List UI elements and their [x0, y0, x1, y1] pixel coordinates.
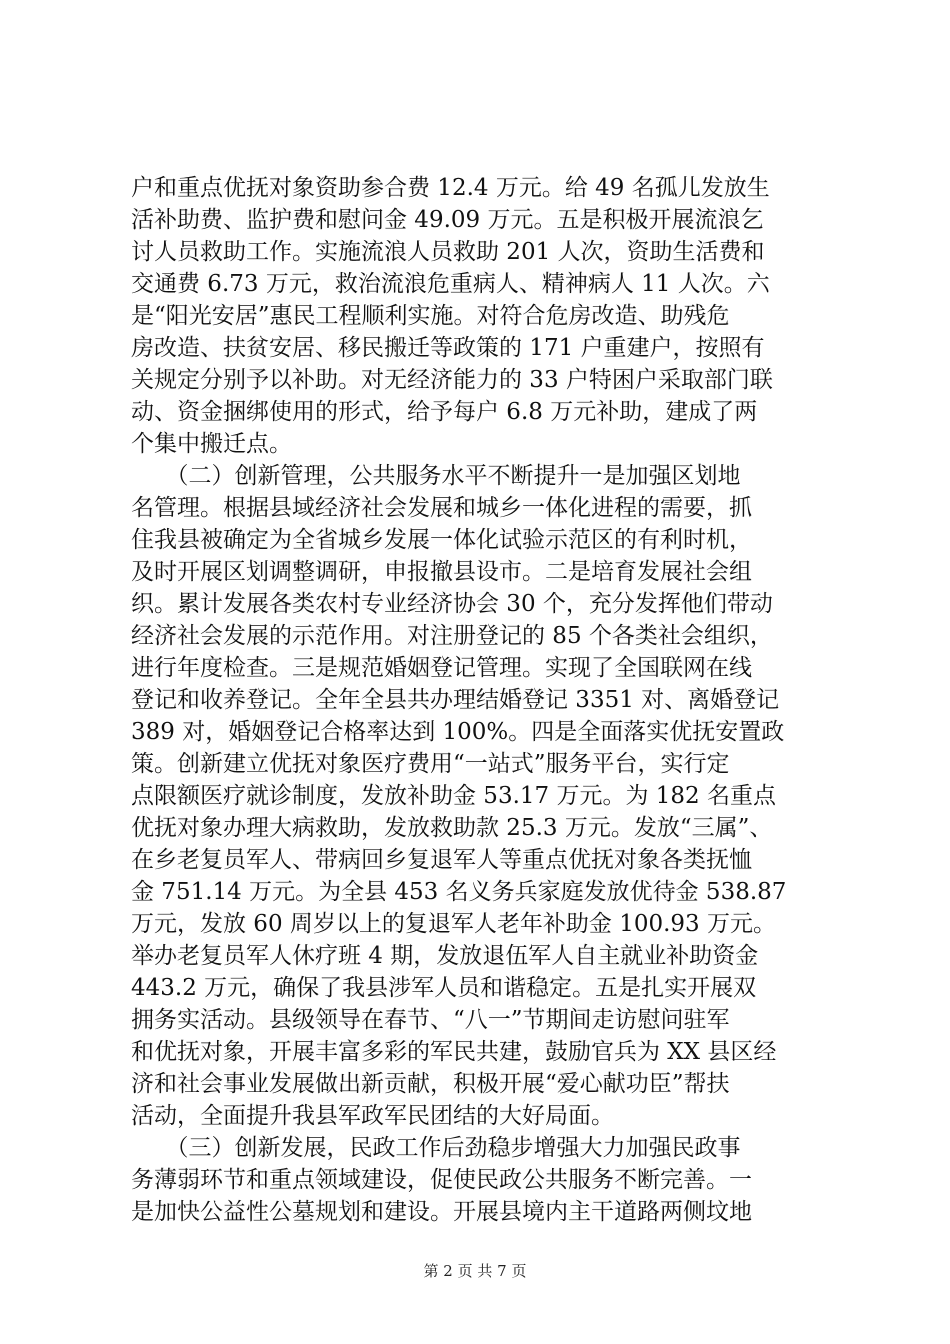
text-line: 进行年度检查。三是规范婚姻登记管理。实现了全国联网在线	[131, 655, 752, 681]
text-line: 443.2 万元，确保了我县涉军人员和谐稳定。五是扎实开展双	[131, 975, 757, 1001]
text-line: （二）创新管理，公共服务水平不断提升一是加强区划地	[131, 463, 741, 489]
text-line: 名管理。根据县域经济社会发展和城乡一体化进程的需要，抓	[131, 495, 752, 521]
text-line: 优抚对象办理大病救助，发放救助款 25.3 万元。发放“三属”、	[131, 815, 773, 841]
body-text	[131, 172, 831, 1228]
text-line: 活补助费、监护费和慰问金 49.09 万元。五是积极开展流浪乞	[131, 207, 764, 233]
text-line: 是“阳光安居”惠民工程顺利实施。对符合危房改造、助残危	[131, 303, 730, 329]
text-line: 住我县被确定为全省城乡发展一体化试验示范区的有利时机，	[131, 527, 752, 553]
text-line: 个集中搬迁点。	[131, 431, 292, 457]
text-line: 房改造、扶贫安居、移民搬迁等政策的 171 户重建户，按照有	[131, 335, 765, 361]
text-line: 务薄弱环节和重点领域建设，促使民政公共服务不断完善。一	[131, 1167, 752, 1193]
text-line: 关规定分别予以补助。对无经济能力的 33 户特困户采取部门联	[131, 367, 773, 393]
text-line: 万元，发放 60 周岁以上的复退军人老年补助金 100.93 万元。	[131, 911, 776, 937]
text-line: 举办老复员军人休疗班 4 期，发放退伍军人自主就业补助资金	[131, 943, 759, 969]
text-line: 点限额医疗就诊制度，发放补助金 53.17 万元。为 182 名重点	[131, 783, 776, 809]
text-line: 在乡老复员军人、带病回乡复退军人等重点优抚对象各类抚恤	[131, 847, 752, 873]
text-line: （三）创新发展，民政工作后劲稳步增强大力加强民政事	[131, 1135, 741, 1161]
text-line: 活动，全面提升我县军政军民团结的大好局面。	[131, 1103, 614, 1129]
text-line: 和优抚对象，开展丰富多彩的军民共建，鼓励官兵为 XX 县区经	[131, 1039, 777, 1065]
text-line: 户和重点优抚对象资助参合费 12.4 万元。给 49 名孤儿发放生	[131, 175, 770, 201]
text-line: 经济社会发展的示范作用。对注册登记的 85 个各类社会组织，	[131, 623, 773, 649]
text-line: 金 751.14 万元。为全县 453 名义务兵家庭发放优待金 538.87	[131, 879, 787, 905]
text-line: 是加快公益性公墓规划和建设。开展县境内主干道路两侧坟地	[131, 1199, 752, 1225]
text-line: 交通费 6.73 万元，救治流浪危重病人、精神病人 11 人次。六	[131, 271, 770, 297]
text-line: 及时开展区划调整调研，申报撤县设市。二是培育发展社会组	[131, 559, 752, 585]
text-line: 讨人员救助工作。实施流浪人员救助 201 人次，资助生活费和	[131, 239, 765, 265]
text-line: 动、资金捆绑使用的形式，给予每户 6.8 万元补助，建成了两	[131, 399, 758, 425]
text-line: 389 对，婚姻登记合格率达到 100%。四是全面落实优抚安置政	[131, 719, 785, 745]
page-footer: 第 2 页 共 7 页	[423, 1262, 527, 1280]
text-line: 策。创新建立优抚对象医疗费用“一站式”服务平台，实行定	[131, 751, 730, 777]
text-line: 拥务实活动。县级领导在春节、“八一”节期间走访慰问驻军	[131, 1007, 730, 1033]
text-line: 登记和收养登记。全年全县共办理结婚登记 3351 对、离婚登记	[131, 687, 780, 713]
text-line: 济和社会事业发展做出新贡献，积极开展“爱心献功臣”帮扶	[131, 1071, 730, 1097]
text-line: 织。累计发展各类农村专业经济协会 30 个，充分发挥他们带动	[131, 591, 773, 617]
